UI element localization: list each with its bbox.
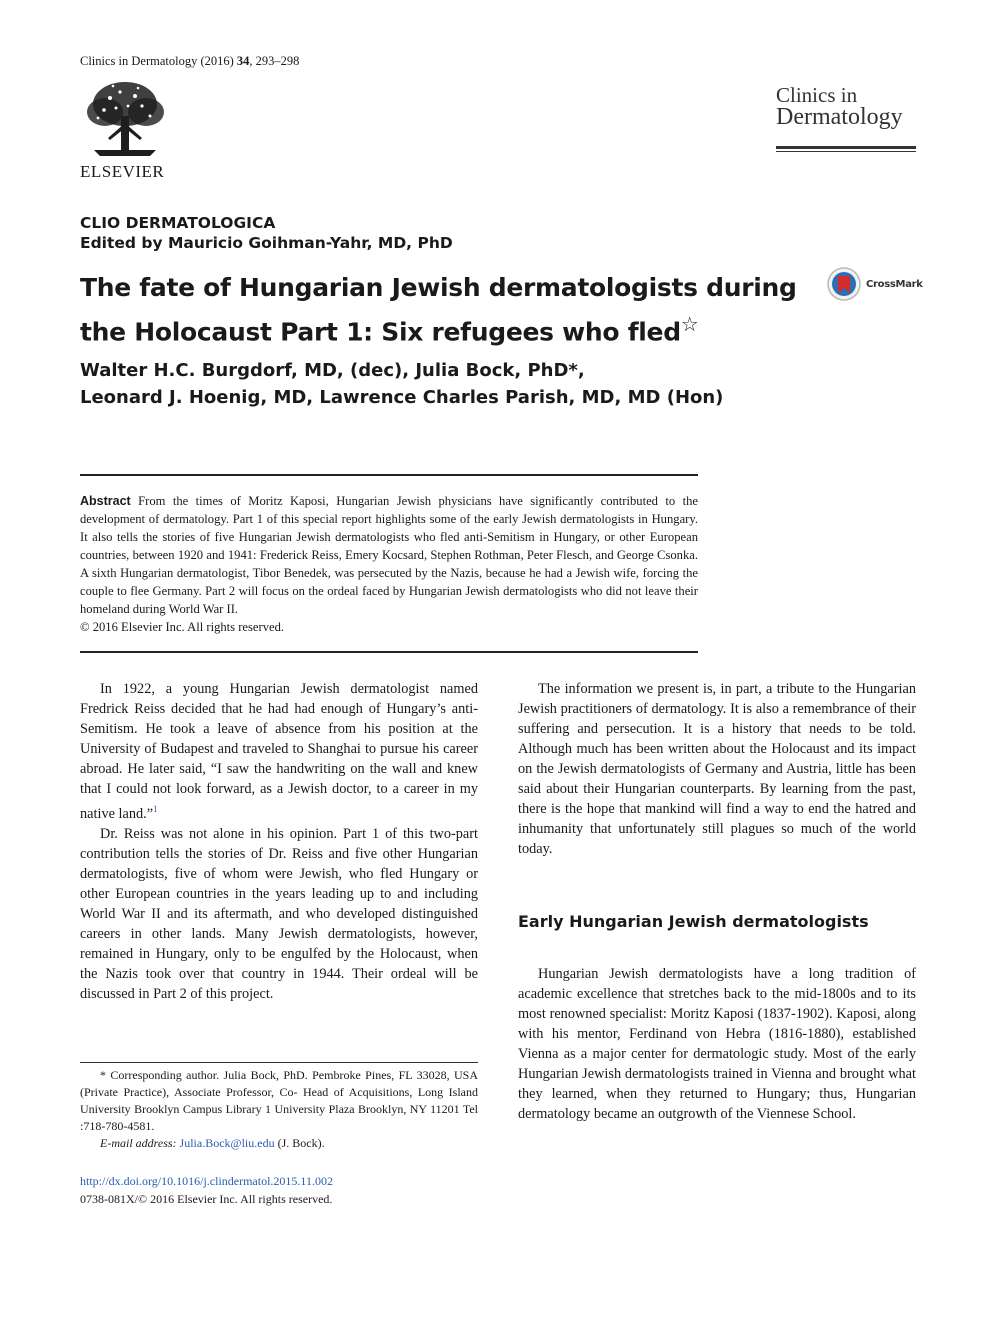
journal-name-line2: Dermatology bbox=[776, 104, 903, 130]
section-label bbox=[80, 213, 453, 253]
email-suffix: (J. Bock). bbox=[274, 1136, 325, 1150]
footnote bbox=[80, 1067, 478, 1152]
issn-copyright: 0738-081X/© 2016 Elsevier Inc. All rights reserved. bbox=[80, 1192, 333, 1206]
series-name: CLIO DERMATOLOGICA bbox=[80, 214, 276, 232]
journal-volume: 34 bbox=[236, 54, 250, 68]
doi-block bbox=[80, 1172, 333, 1208]
journal-pages: , 293–298 bbox=[249, 54, 300, 68]
abstract-body bbox=[80, 492, 698, 618]
paragraph bbox=[80, 679, 478, 824]
journal-name-line1: Clinics in bbox=[776, 83, 858, 107]
publisher-logo bbox=[80, 78, 175, 182]
citation-ref[interactable]: 1 bbox=[153, 804, 158, 814]
article-title bbox=[80, 270, 800, 350]
email-label: E-mail address: bbox=[100, 1136, 177, 1150]
abstract-rule-top bbox=[80, 474, 698, 476]
abstract-heading: Abstract bbox=[80, 494, 131, 508]
paragraph: Dr. Reiss was not alone in his opinion. Part 1 of this two-part contribution tells the stories of Dr. Reiss and five other Hungarian dermatologists, five of whom were Jewish, who fled Hungary or other European countries in the years leading up to and including World War II and its aftermath, and who developed distinguished careers in other lands. Many Jewish dermatologists, however, remained in Hungary, only to be engulfed by the Holocaust, when the Nazis took over that country in 1944. Their ordeal will be discussed in Part 2 of this project. bbox=[80, 825, 478, 1002]
crossmark-icon bbox=[826, 266, 862, 302]
footnote-rule bbox=[80, 1062, 478, 1063]
journal-rule bbox=[776, 146, 916, 149]
abstract-copyright: © 2016 Elsevier Inc. All rights reserved. bbox=[80, 620, 285, 634]
abstract-text: From the times of Moritz Kaposi, Hungarian Jewish physicians have significantly contributed to the development of dermatology. Part 1 of this special report highlights some of the early Jewish dermatologists in Hungary. It also tells the stories of five Hungarian Jewish dermatologists who fled anti-Semitism in Hungary, or other European countries, between 1920 and 1941: Frederick Reiss, Emery Kocsard, Stephen Rothman, Peter Flesch, and George Csonka. A sixth Hungarian dermatologist, Tibor Benedek, was persecuted by the Nazis, because he had a Jewish wife, forcing the couple to flee Germany. Part 2 will focus on the ordeal faced by Hungarian Jewish dermatologists who did not leave their homeland during World War II. bbox=[80, 494, 698, 616]
author-list bbox=[80, 357, 723, 411]
corresponding-author-note: * Corresponding author. Julia Bock, PhD. Pembroke Pines, FL 33028, USA (Private Practice), Associate Professor, Co- Head of Acquisitions, Long Island University Brooklyn Campus Library 1 University Plaza Brooklyn, NY 11201 Tel :718-780-4581. bbox=[80, 1068, 478, 1133]
publisher-name: ELSEVIER bbox=[80, 162, 165, 181]
authors-line-1: Walter H.C. Burgdorf, MD, (dec), Julia Bock, PhD*, bbox=[80, 360, 585, 381]
body-column-left bbox=[80, 679, 478, 1004]
elsevier-tree-icon bbox=[80, 78, 170, 160]
journal-rule-thin bbox=[776, 151, 916, 152]
paragraph: Hungarian Jewish dermatologists have a long tradition of academic excellence that stretches back to the mid-1800s and to its most renowned specialist: Moritz Kaposi (1837-1902). Kaposi, along with his mentor, Ferdinand von Hebra (1816-1880), established Vienna as a major center for dermatologic study. Most of the early Hungarian Jewish dermatologists trained in Vienna and brought what they learned, when they returned to Hungary; thus, Hungarian dermatology became an outgrowth of the Viennese School. bbox=[518, 966, 916, 1122]
article-title-text: The fate of Hungarian Jewish dermatologists during the Holocaust Part 1: Six refugees who fled bbox=[80, 273, 797, 347]
email-link[interactable]: Julia.Bock@liu.edu bbox=[179, 1136, 275, 1150]
crossmark-label: CrossMark bbox=[866, 278, 923, 290]
email-line bbox=[80, 1135, 478, 1152]
crossmark-button[interactable] bbox=[826, 266, 923, 302]
abstract bbox=[80, 492, 698, 636]
abstract-rule-bottom bbox=[80, 651, 698, 653]
doi-link[interactable]: http://dx.doi.org/10.1016/j.clindermatol.2015.11.002 bbox=[80, 1174, 333, 1188]
journal-ref: Clinics in Dermatology (2016) bbox=[80, 54, 234, 68]
journal-citation bbox=[80, 54, 299, 69]
body-column-right bbox=[518, 679, 916, 1124]
journal-name bbox=[776, 84, 916, 128]
journal-banner bbox=[776, 84, 916, 152]
section-editor: Edited by Mauricio Goihman-Yahr, MD, PhD bbox=[80, 234, 453, 252]
title-footnote-star[interactable]: ☆ bbox=[680, 312, 699, 336]
authors-line-2: Leonard J. Hoenig, MD, Lawrence Charles Parish, MD, MD (Hon) bbox=[80, 387, 724, 408]
paragraph: The information we present is, in part, a tribute to the Hungarian Jewish practitioners of dermatology. It is also a remembrance of their suffering and persecution. It is a history that needs to be told. Although much has been written about the Holocaust and its impact on the Jewish dermatologists of Germany and Austria, little has been said about their Hungarian counterparts. By learning from the past, there is the hope that mankind will find a way to end the hatred and inhumanity that unfortunately still plagues so much of the world today. bbox=[518, 681, 916, 857]
section-heading: Early Hungarian Jewish dermatologists bbox=[518, 912, 869, 931]
paragraph-text: In 1922, a young Hungarian Jewish dermatologist named Fredrick Reiss decided that he had had enough of Hungary’s anti-Semitism. He took a leave of absence from his position at the University of Budapest and traveled to Shanghai to pursue his career abroad. He later said, “I saw the handwriting on the wall and knew that I could not look forward, as a Jewish doctor, to a career in my native land.” bbox=[80, 681, 478, 822]
